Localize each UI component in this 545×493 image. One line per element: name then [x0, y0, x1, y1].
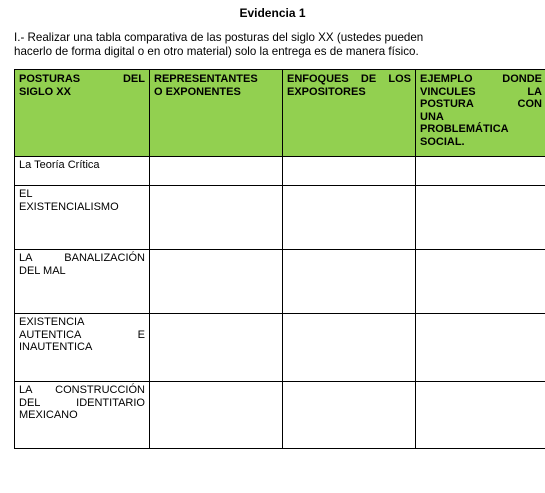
header-posturas-line-1: POSTURAS DEL [19, 73, 145, 85]
representantes-cell[interactable] [150, 314, 283, 382]
enfoques-cell[interactable] [283, 157, 416, 186]
header-ejemplo [416, 70, 545, 157]
postura-line: EL [19, 188, 33, 200]
table-header-row [15, 70, 545, 157]
enfoques-cell[interactable] [283, 186, 416, 250]
enfoques-cell[interactable] [283, 250, 416, 314]
postura-line: LA BANALIZACIÓN [19, 252, 145, 264]
postura-cell [15, 186, 150, 250]
header-representantes-line-2: O EXPONENTES [154, 85, 241, 98]
header-enfoques-line-1: ENFOQUES DE LOS [287, 73, 411, 85]
instructions-line-2: hacerlo de forma digital o en otro material) solo la entrega es de manera físico. [14, 45, 419, 58]
enfoques-cell[interactable] [283, 382, 416, 449]
enfoques-cell[interactable] [283, 314, 416, 382]
postura-line: La Teoría Crítica [19, 159, 100, 171]
postura-line: EXISTENCIALISMO [19, 200, 119, 213]
postura-line: MEXICANO [19, 409, 78, 421]
header-enfoques [283, 70, 416, 157]
representantes-cell[interactable] [150, 186, 283, 250]
postura-cell [15, 382, 150, 449]
comparison-table [14, 69, 545, 449]
header-representantes [150, 70, 283, 157]
header-ejemplo-line-2: VINCULES LA [420, 85, 542, 98]
table-row [15, 382, 545, 449]
representantes-cell[interactable] [150, 157, 283, 186]
postura-line: LA CONSTRUCCIÓN [19, 384, 145, 396]
header-ejemplo-line-6: SOCIAL. [420, 135, 465, 148]
table-row [15, 250, 545, 314]
postura-cell [15, 157, 150, 186]
ejemplo-cell[interactable] [416, 314, 545, 382]
header-ejemplo-line-3: POSTURA CON [420, 98, 542, 110]
ejemplo-cell[interactable] [416, 250, 545, 314]
header-posturas [15, 70, 150, 157]
ejemplo-cell[interactable] [416, 157, 545, 186]
postura-line: DEL IDENTITARIO [19, 396, 145, 409]
header-ejemplo-line-5: PROBLEMÁTICA [420, 123, 509, 135]
instructions-line-1: I.- Realizar una tabla comparativa de las posturas del siglo XX (ustedes pueden [14, 31, 424, 44]
postura-cell [15, 314, 150, 382]
table-row [15, 186, 545, 250]
instructions-paragraph [14, 31, 534, 59]
header-ejemplo-line-4: UNA [420, 110, 444, 123]
header-posturas-line-2: SIGLO XX [19, 85, 71, 98]
table-row [15, 157, 545, 186]
postura-line: EXISTENCIA [19, 316, 85, 328]
postura-line: AUTENTICA E [19, 328, 145, 341]
table-row [15, 314, 545, 382]
header-enfoques-line-2: EXPOSITORES [287, 85, 366, 98]
postura-cell [15, 250, 150, 314]
header-representantes-line-1: REPRESENTANTES [154, 73, 258, 85]
representantes-cell[interactable] [150, 382, 283, 449]
postura-line: DEL MAL [19, 264, 66, 277]
header-ejemplo-line-1: EJEMPLO DONDE [420, 73, 542, 85]
postura-line: INAUTENTICA [19, 341, 93, 353]
ejemplo-cell[interactable] [416, 186, 545, 250]
representantes-cell[interactable] [150, 250, 283, 314]
ejemplo-cell[interactable] [416, 382, 545, 449]
document-title: Evidencia 1 [239, 6, 306, 20]
